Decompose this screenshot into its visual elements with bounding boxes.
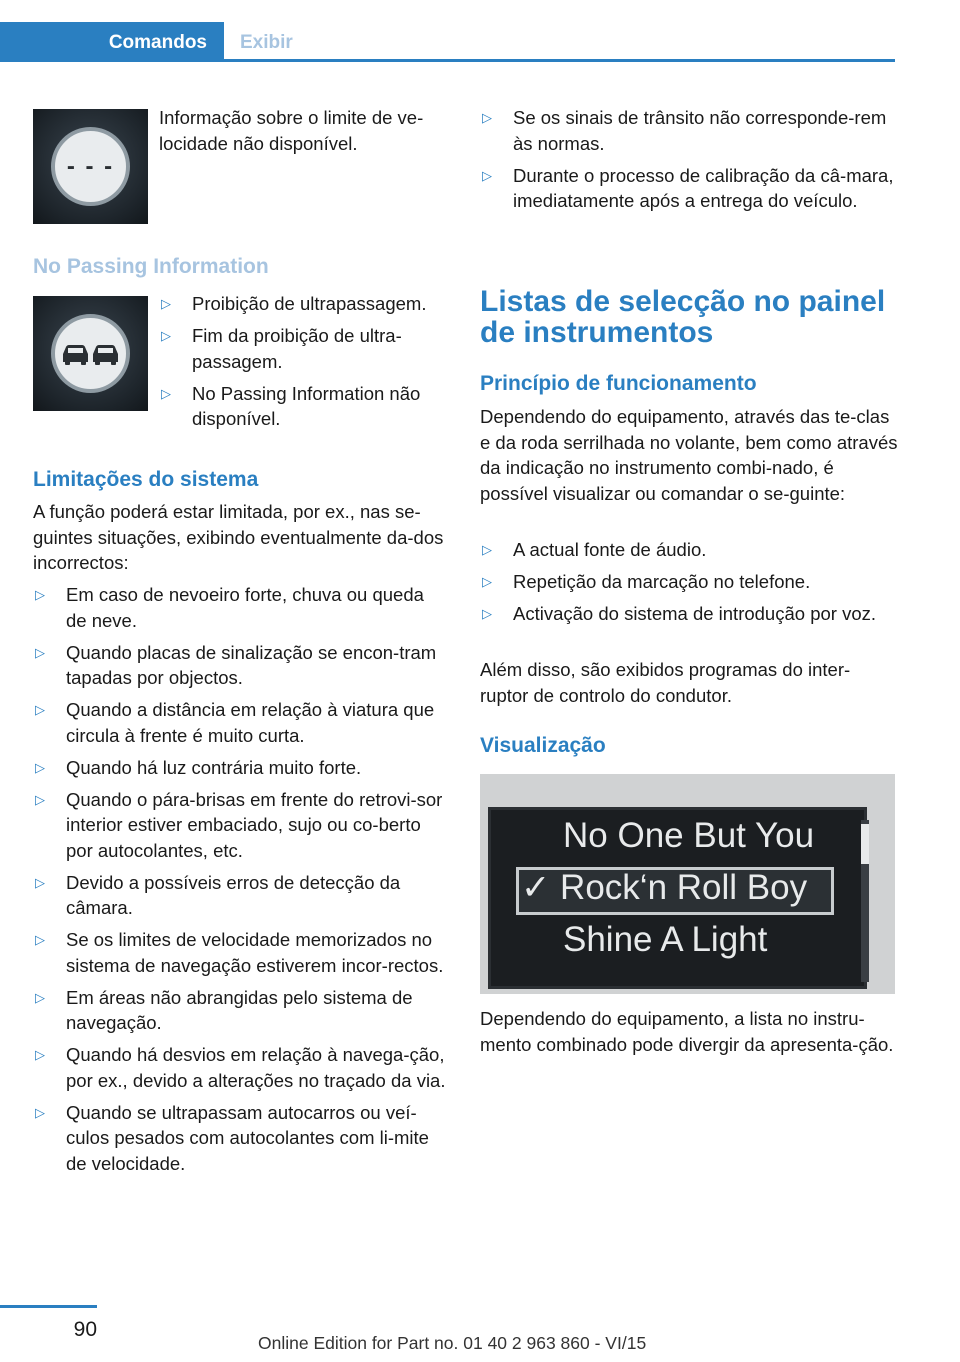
page-number: 90 bbox=[73, 1318, 97, 1341]
bullet-triangle-icon: ▷ bbox=[35, 989, 45, 1005]
no-passing-title: No Passing Information bbox=[33, 255, 269, 278]
bullet-triangle-icon: ▷ bbox=[35, 587, 45, 602]
bullet-triangle-icon: ▷ bbox=[35, 1104, 45, 1120]
bullet-triangle-icon: ▷ bbox=[35, 1047, 45, 1062]
bullet-triangle-icon: ▷ bbox=[161, 328, 171, 343]
limitations-list bbox=[33, 582, 449, 1183]
instrument-display-image bbox=[480, 774, 895, 994]
display-item: No One But You bbox=[563, 816, 815, 855]
tab-comandos[interactable]: Comandos bbox=[0, 22, 224, 62]
bullet-triangle-icon: ▷ bbox=[35, 644, 45, 660]
tab-exibir[interactable]: Exibir bbox=[240, 32, 293, 53]
display-note: Dependendo do equipamento, a lista no instru-mento combinado pode divergir da apresenta-ção. bbox=[480, 1008, 894, 1055]
edition-text: Online Edition for Part no. 01 40 2 963 860 - VI/15 bbox=[258, 1333, 647, 1353]
bullet-triangle-icon: ▷ bbox=[482, 606, 492, 621]
no-passing-icon bbox=[33, 296, 148, 411]
list-item: ▷ Repetição da marcação no telefone. bbox=[480, 569, 896, 595]
bullet-triangle-icon: ▷ bbox=[482, 574, 492, 589]
speed-limit-unavailable-icon bbox=[33, 109, 148, 224]
display-screen bbox=[488, 807, 867, 989]
bullet-triangle-icon: ▷ bbox=[35, 932, 45, 947]
bullet-triangle-icon: ▷ bbox=[161, 385, 171, 401]
header-bar bbox=[0, 0, 895, 62]
list-item: ▷ Durante o processo de calibração da câ-mara, imediatamente após a entrega do veículo. bbox=[482, 164, 894, 211]
list-item: ▷ Quando há luz contrária muito forte. bbox=[33, 755, 449, 781]
list-item: ▷ Devido a possíveis erros de detecção da câmara. bbox=[35, 871, 401, 918]
limitations-list-continued bbox=[480, 105, 896, 220]
bullet-triangle-icon: ▷ bbox=[161, 296, 171, 311]
principle-text: Dependendo do equipamento, através das te-clas e da roda serrilhada no volante, bem como através da indicação no instrumento combi-nado, é possível visualizar ou comandar o se-guinte: bbox=[480, 406, 898, 504]
limitations-title: Limitações do sistema bbox=[33, 468, 259, 491]
display-item-selected: ✓ Rock‘n Roll Boy bbox=[521, 868, 808, 907]
list-item: ▷ Se os sinais de trânsito não corresponde-rem às normas. bbox=[482, 107, 887, 154]
display-title: Visualização bbox=[480, 734, 606, 757]
bullet-triangle-icon: ▷ bbox=[482, 167, 492, 183]
limitations-intro: A função poderá estar limitada, por ex., nas se-guintes situações, exibindo eventualmente da-dos incorrectos: bbox=[33, 501, 444, 573]
footer-rule bbox=[0, 1305, 97, 1308]
dash-icon: - - - bbox=[66, 153, 115, 180]
speed-info-text: Informação sobre o limite de ve-locidade não disponível. bbox=[159, 107, 424, 154]
list-item: ▷ Activação do sistema de introdução por voz. bbox=[480, 601, 896, 627]
list-item: ▷ Quando placas de sinalização se encon-tram tapadas por objectos. bbox=[35, 641, 437, 688]
section-title: Listas de selecção no painel de instrumentos bbox=[480, 285, 886, 349]
bullet-triangle-icon: ▷ bbox=[35, 702, 45, 717]
list-item: ▷ A actual fonte de áudio. bbox=[480, 537, 896, 563]
list-item: ▷ Fim da proibição de ultra-passagem. bbox=[161, 325, 402, 372]
list-item: ▷ Em áreas não abrangidas pelo sistema de navegação. bbox=[35, 986, 413, 1033]
display-item: Shine A Light bbox=[563, 920, 768, 959]
additional-text: Além disso, são exibidos programas do inter-ruptor de controlo do condutor. bbox=[480, 659, 851, 706]
principle-list bbox=[480, 537, 896, 633]
bullet-triangle-icon: ▷ bbox=[35, 791, 45, 807]
bullet-triangle-icon: ▷ bbox=[482, 542, 492, 557]
no-passing-list bbox=[159, 291, 449, 438]
two-cars-icon bbox=[55, 318, 126, 389]
principle-title: Princípio de funcionamento bbox=[480, 372, 757, 395]
bullet-triangle-icon: ▷ bbox=[482, 110, 492, 125]
header-rule bbox=[0, 59, 895, 62]
list-item: ▷ Quando a distância em relação à viatura que circula à frente é muito curta. bbox=[35, 699, 435, 746]
list-item: ▷ Proibição de ultrapassagem. bbox=[159, 291, 449, 317]
list-item: ▷ Em caso de nevoeiro forte, chuva ou queda de neve. bbox=[35, 584, 424, 631]
bullet-triangle-icon: ▷ bbox=[35, 759, 45, 775]
list-item: ▷ Quando se ultrapassam autocarros ou veí-culos pesados com autocolantes com li-mite de velocidade. bbox=[35, 1101, 429, 1174]
list-item: ▷ Quando há desvios em relação à navega-ção, por ex., devido a alterações no traçado da via. bbox=[35, 1044, 446, 1091]
bullet-triangle-icon: ▷ bbox=[35, 874, 45, 890]
list-item: ▷ No Passing Information não disponível. bbox=[161, 382, 421, 429]
list-item: ▷ Se os limites de velocidade memorizados no sistema de navegação estiverem incor-rectos. bbox=[35, 929, 444, 976]
display-scroll-thumb bbox=[861, 824, 869, 864]
list-item: ▷ Quando o pára-brisas em frente do retrovi-sor interior estiver embaciado, sujo ou co-berto por autocolantes, etc. bbox=[35, 788, 443, 861]
